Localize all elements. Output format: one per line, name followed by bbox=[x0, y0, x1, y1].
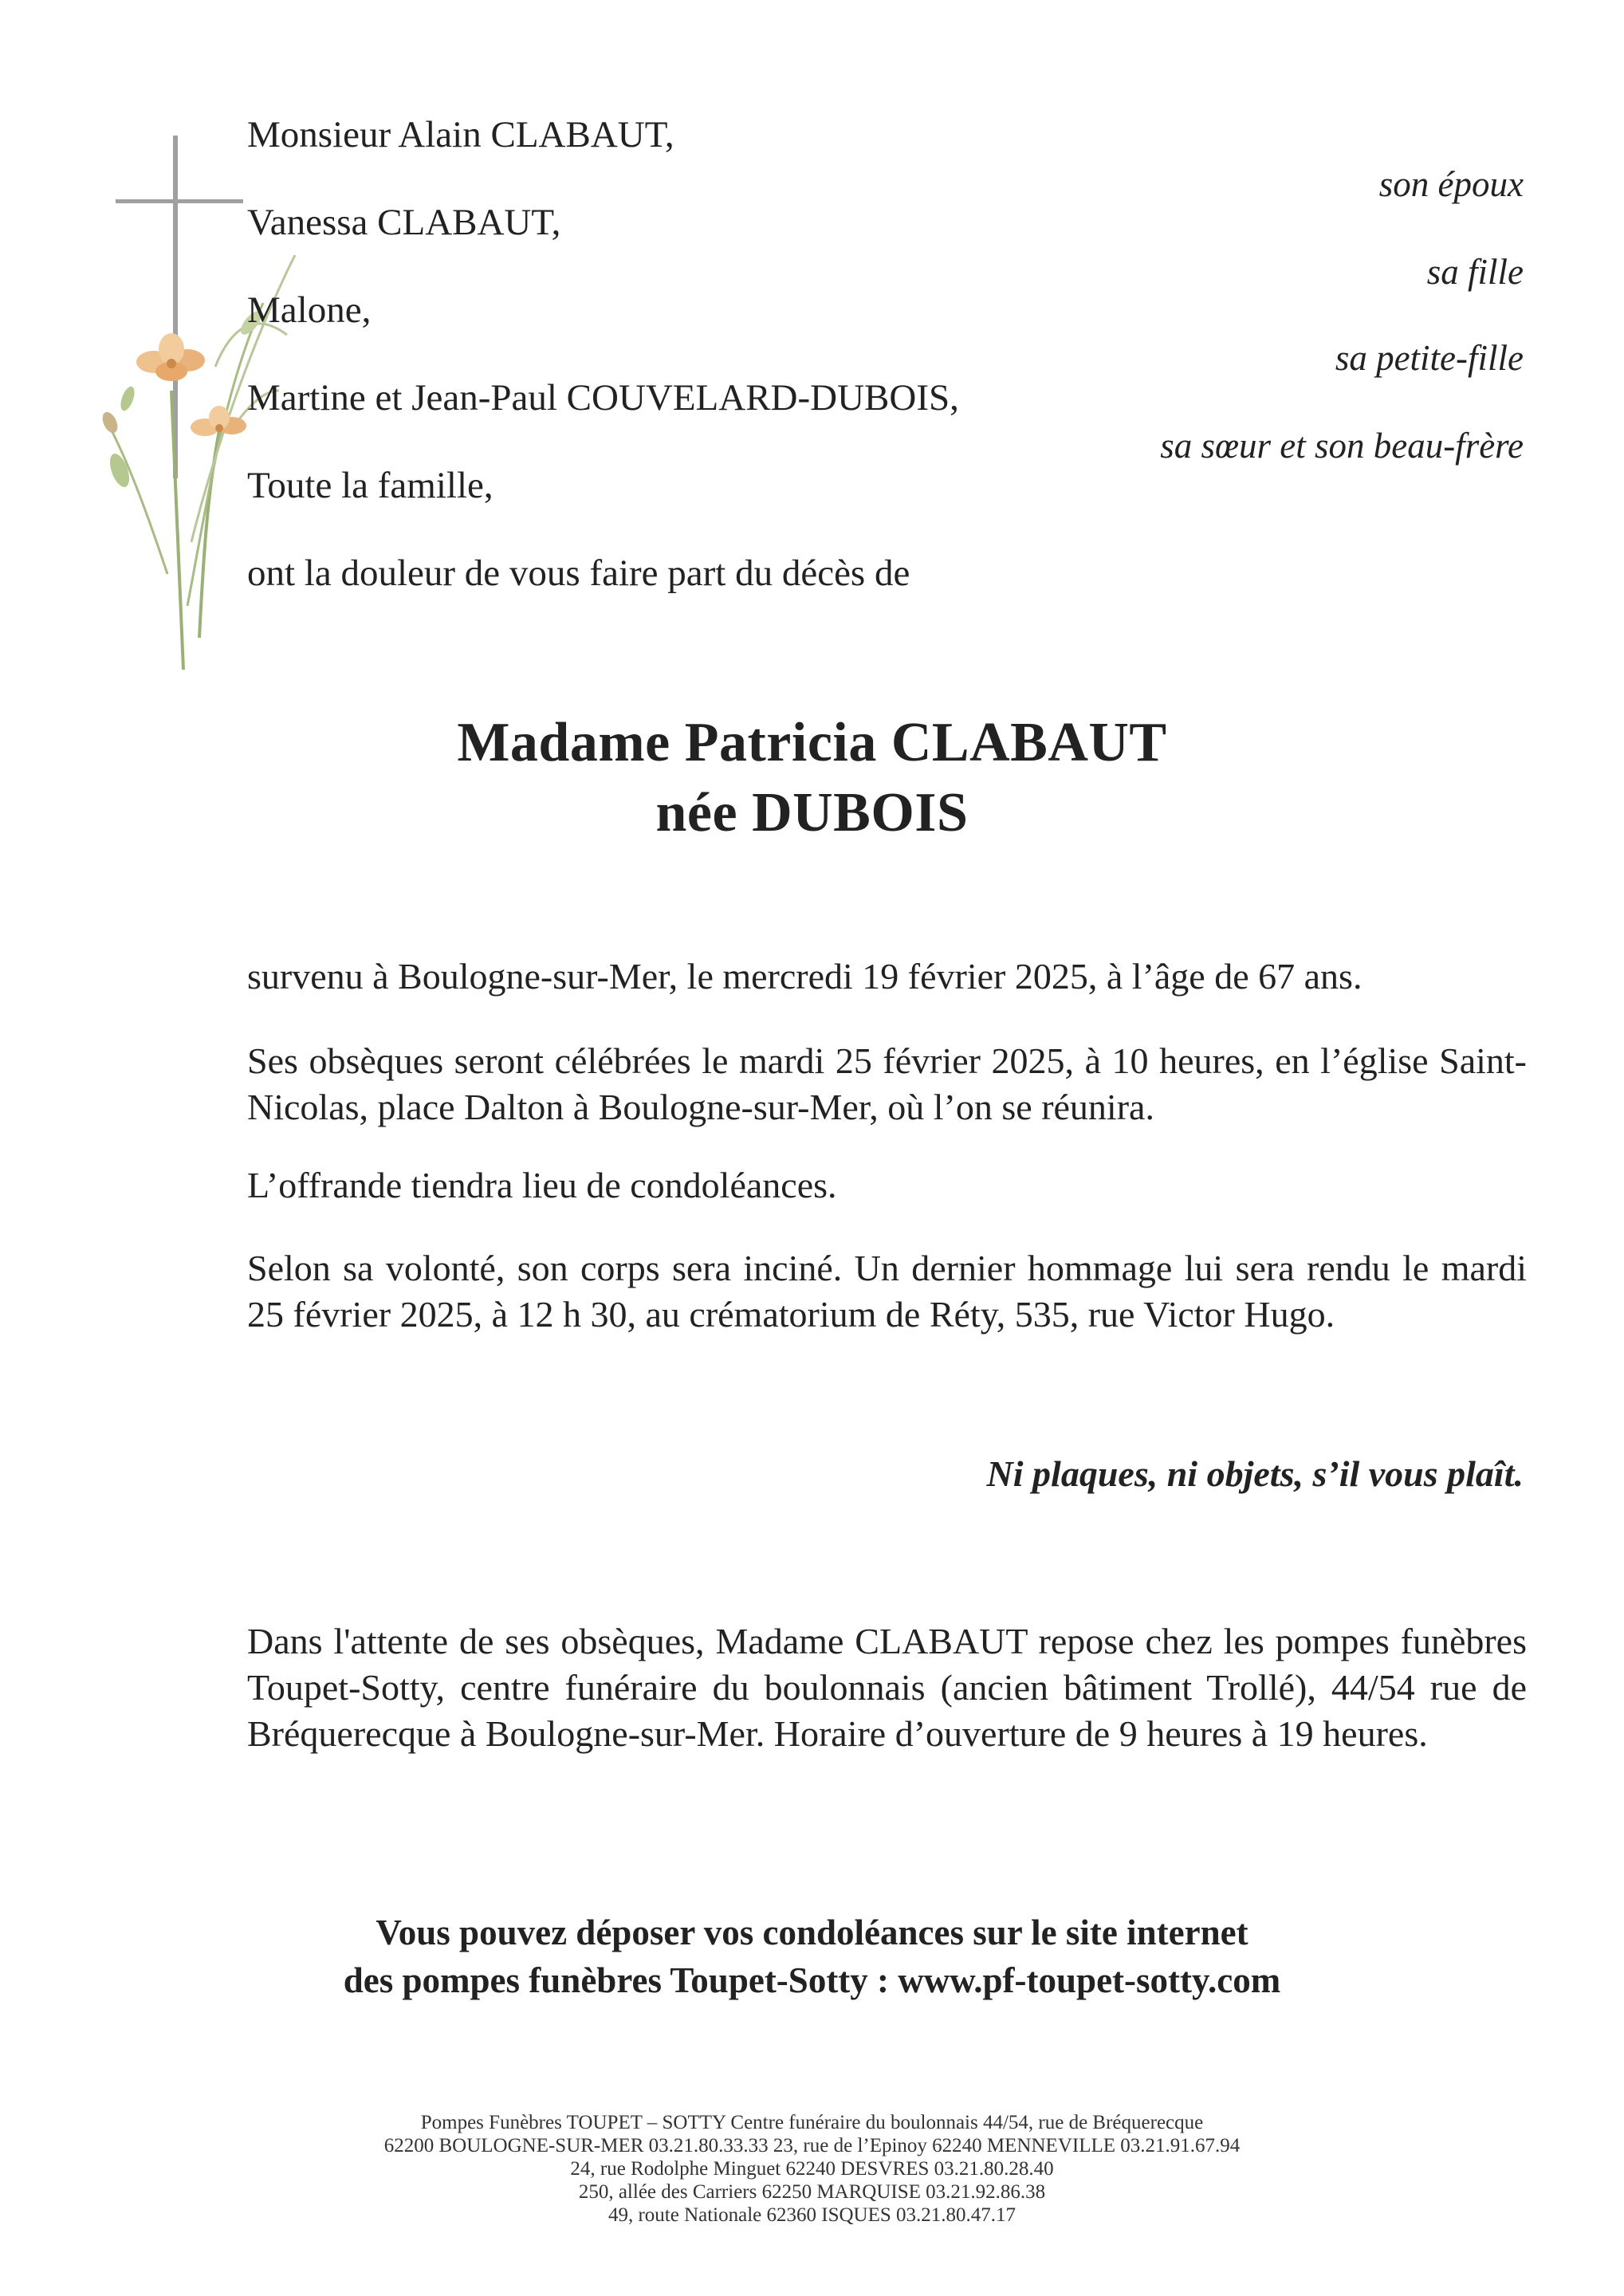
footer-line-1: Pompes Funèbres TOUPET – SOTTY Centre funéraire du boulonnais 44/54, rue de Bréquerecque bbox=[420, 2112, 1204, 2133]
death-paragraph: survenu à Boulogne-sur-Mer, le mercredi 19 février 2025, à l’âge de 67 ans. bbox=[247, 956, 1363, 997]
footer-address bbox=[0, 2111, 1624, 2227]
relation-3: sa petite-fille bbox=[1335, 338, 1524, 378]
deceased-maiden-name: née DUBOIS bbox=[655, 782, 969, 843]
family-name-2: Vanessa CLABAUT, bbox=[247, 202, 561, 243]
condolences-line-1: Vous pouvez déposer vos condoléances sur le site internet bbox=[376, 1913, 1248, 1952]
rest-paragraph: Dans l'attente de ses obsèques, Madame CLABAUT repose chez les pompes funèbres Toupet-Sotty, centre funéraire du boulonnais (ancien bâtiment Trollé), 44/54 rue de Bréquerecque à Boulogne-sur-Mer. Horaire d’ouverture de 9 heures à 19 heures. bbox=[247, 1621, 1527, 1754]
relation-2: sa fille bbox=[1426, 252, 1524, 292]
relation-1: son époux bbox=[1378, 164, 1524, 204]
family-name-3: Malone, bbox=[247, 289, 372, 331]
footer-line-5: 49, route Nationale 62360 ISQUES 03.21.80.47.17 bbox=[608, 2204, 1016, 2226]
footer-line-2: 62200 BOULOGNE-SUR-MER 03.21.80.33.33 23, rue de l’Epinoy 62240 MENNEVILLE 03.21.91.67.94 bbox=[383, 2135, 1241, 2156]
footer-line-4: 250, allée des Carriers 62250 MARQUISE 03.21.92.86.38 bbox=[578, 2181, 1046, 2203]
funeral-paragraph: Ses obsèques seront célébrées le mardi 25 février 2025, à 10 heures, en l’église Saint-Nicolas, place Dalton à Boulogne-sur-Mer, où l’on se réunira. bbox=[247, 1040, 1527, 1127]
footer-line-3: 24, rue Rodolphe Minguet 62240 DESVRES 03.21.80.28.40 bbox=[570, 2158, 1054, 2180]
relation-4: sa sœur et son beau-frère bbox=[1160, 426, 1524, 466]
cremation-paragraph: Selon sa volonté, son corps sera inciné. Un dernier hommage lui sera rendu le mardi 25 février 2025, à 12 h 30, au crématorium de Réty, 535, rue Victor Hugo. bbox=[247, 1248, 1527, 1335]
announcement: ont la douleur de vous faire part du décès de bbox=[247, 552, 910, 594]
family-name-5: Toute la famille, bbox=[247, 465, 493, 506]
condolences-line-2: des pompes funèbres Toupet-Sotty : www.pf-toupet-sotty.com bbox=[343, 1960, 1281, 2000]
request-text: Ni plaques, ni objets, s’il vous plaît. bbox=[986, 1453, 1524, 1494]
offering-paragraph: L’offrande tiendra lieu de condoléances. bbox=[247, 1165, 837, 1205]
deceased-name: Madame Patricia CLABAUT bbox=[457, 712, 1167, 773]
family-name-1: Monsieur Alain CLABAUT, bbox=[247, 114, 674, 155]
family-name-4: Martine et Jean-Paul COUVELARD-DUBOIS, bbox=[247, 377, 959, 419]
